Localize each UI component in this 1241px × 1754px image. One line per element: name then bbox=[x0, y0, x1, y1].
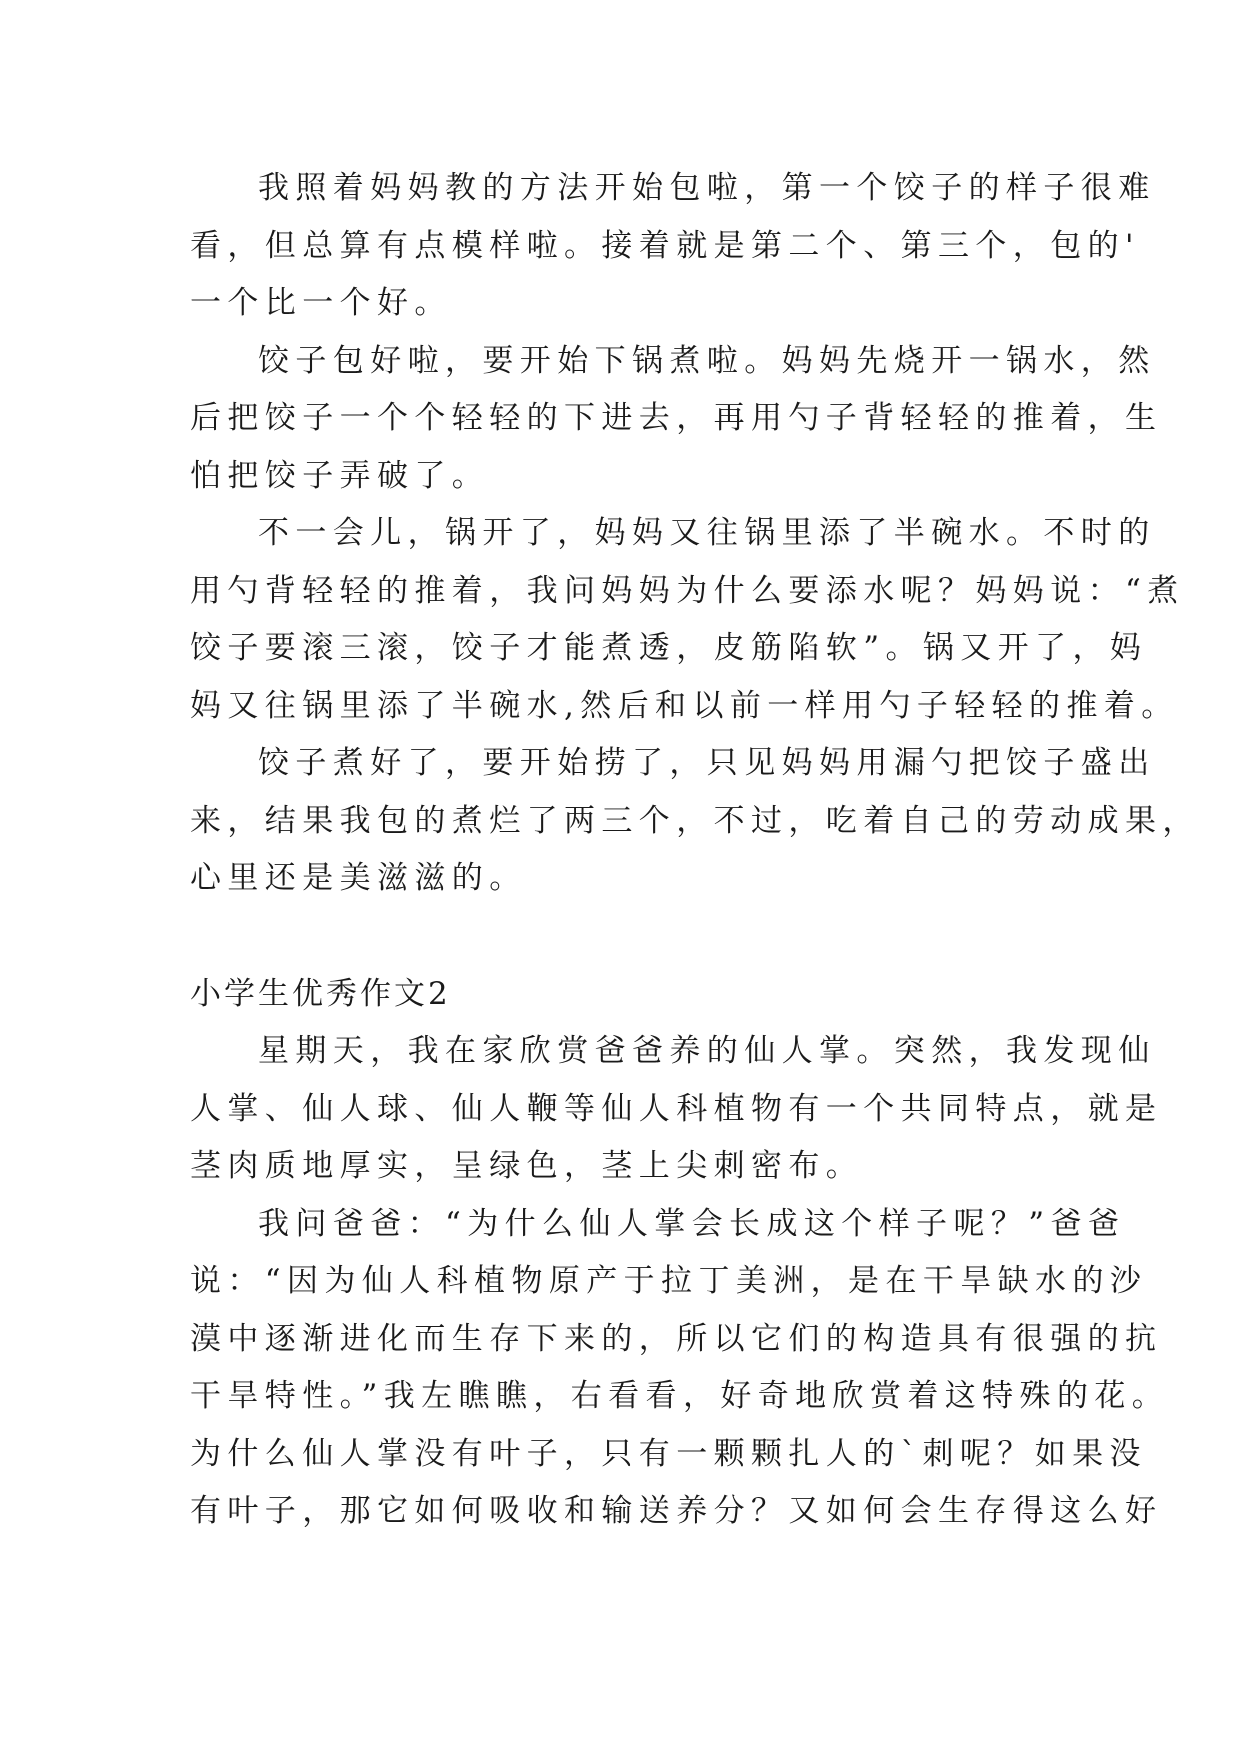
text-line: 不一会儿，锅开了，妈妈又往锅里添了半碗水。不时的 bbox=[258, 515, 1156, 551]
text-line: 来，结果我包的煮烂了两三个，不过，吃着自己的劳动成果， bbox=[190, 803, 1200, 839]
text-line: 漠中逐渐进化而生存下来的，所以它们的构造具有很强的抗 bbox=[190, 1321, 1163, 1357]
text-line: 星期天，我在家欣赏爸爸养的仙人掌。突然，我发现仙 bbox=[258, 1033, 1156, 1069]
text-line: 有叶子，那它如何吸收和输送养分？又如何会生存得这么好 bbox=[190, 1493, 1163, 1529]
text-line: 后把饺子一个个轻轻的下进去，再用勺子背轻轻的推着，生 bbox=[190, 400, 1163, 436]
text-line: 心里还是美滋滋的。 bbox=[190, 860, 527, 896]
text-line: 妈又往锅里添了半碗水,然后和以前一样用勺子轻轻的推着。 bbox=[190, 688, 1179, 724]
text-line: 说：“因为仙人科植物原产于拉丁美洲，是在干旱缺水的沙 bbox=[190, 1263, 1148, 1299]
text-line: 饺子煮好了，要开始捞了，只见妈妈用漏勺把饺子盛出 bbox=[258, 745, 1156, 781]
text-line: 用勺背轻轻的推着，我问妈妈为什么要添水呢？妈妈说：“煮 bbox=[190, 573, 1185, 609]
text-line: 饺子要滚三滚，饺子才能煮透，皮筋陷软”。锅又开了，妈 bbox=[190, 630, 1148, 666]
text-line: 看，但总算有点模样啦。接着就是第二个、第三个，包的' bbox=[190, 228, 1140, 264]
section-heading: 小学生优秀作文2 bbox=[190, 976, 451, 1012]
text-line: 我照着妈妈教的方法开始包啦，第一个饺子的样子很难 bbox=[258, 170, 1156, 206]
text-line: 干旱特性。”我左瞧瞧，右看看，好奇地欣赏着这特殊的花。 bbox=[190, 1378, 1170, 1414]
text-line: 为什么仙人掌没有叶子，只有一颗颗扎人的`刺呢？如果没 bbox=[190, 1436, 1147, 1472]
text-line: 茎肉质地厚实，呈绿色，茎上尖刺密布。 bbox=[190, 1148, 864, 1184]
text-line: 怕把饺子弄破了。 bbox=[190, 458, 490, 494]
text-line: 一个比一个好。 bbox=[190, 285, 452, 321]
text-line: 人掌、仙人球、仙人鞭等仙人科植物有一个共同特点，就是 bbox=[190, 1091, 1163, 1127]
text-line: 饺子包好啦，要开始下锅煮啦。妈妈先烧开一锅水，然 bbox=[258, 343, 1156, 379]
text-line: 我问爸爸：“为什么仙人掌会长成这个样子呢？”爸爸 bbox=[258, 1206, 1126, 1242]
